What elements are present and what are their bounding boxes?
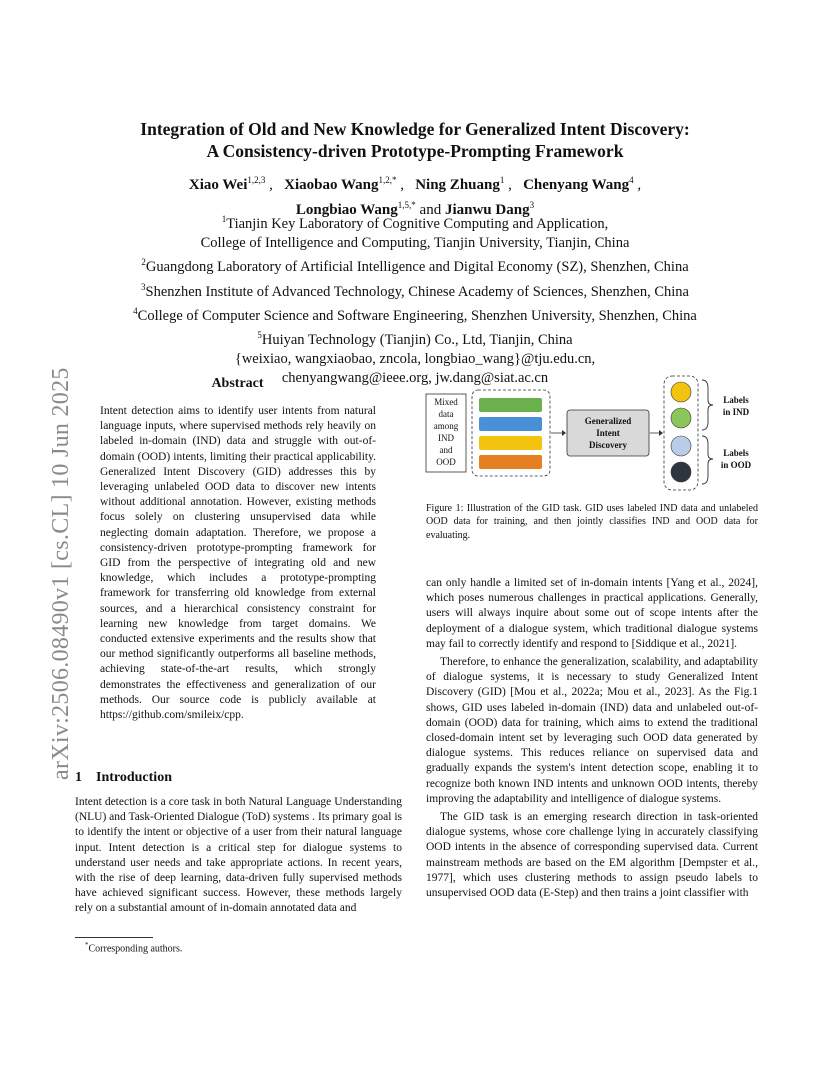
affil-text: College of Computer Science and Software Engineering, Shenzhen University, Shenzhen, China xyxy=(137,307,697,324)
gid-illustration-figure xyxy=(424,374,758,492)
affil-mark: 3 xyxy=(141,281,146,292)
data-bar-2 xyxy=(479,417,542,431)
author-name: Longbiao Wang xyxy=(295,202,398,218)
author-line-1: Xiao Wei$^{1,2,3}$ , Xiaobao Wang$^{1,2,*}$ , Ning Zhuang$^1$ , Chenyang Wang$^4$ , xyxy=(188,175,642,193)
author-affil-mark: 1,5,* xyxy=(397,200,416,210)
figure-caption: Figure 1: Illustration of the GID task. GID uses labeled IND data and unlabeled OOD data for training, and then jointly classifies IND and OOD data for evaluating. xyxy=(426,503,758,541)
input-label-line: OOD xyxy=(436,457,456,467)
body-paragraph: Therefore, to enhance the generalization, scalability, and adaptability of dialogue systems, it is necessary to study Generalized Intent Discovery (GID) [Mou et al., 2022a; Mou et al., 2023]. As the Fig.1 shows, GID uses labeled in-domain (IND) data and unlabeled out-of-domain (OOD) data for training, which aims to extend the traditional closed-domain intent set by leveraging such OOD data generated by dialogue systems. This reduces reliance on supervised data and gradually expands the system's intent detection scope, enabling it to recognize both known IND intents and unknown OOD intents, thereby improving the adaptability and intelligence of dialogue systems. xyxy=(426,656,758,805)
affiliation-line xyxy=(40,210,790,234)
gid-label-line: Generalized xyxy=(584,416,632,426)
affiliation-line: College of Intelligence and Computing, Tianjin University, Tianjin, China xyxy=(200,235,630,252)
footnote xyxy=(85,941,182,954)
email-line: chenyangwang@ieee.org, jw.dang@siat.ac.cn xyxy=(281,370,549,387)
affil-mark: 5 xyxy=(257,329,262,340)
input-label-line: Mixed xyxy=(434,397,458,407)
labels-ind-line: in IND xyxy=(722,407,750,417)
abstract-text: Intent detection aims to identify user intents from natural language inputs, where supervised methods rely heavily on labeled in-domain (IND) data and struggle with out-of-domain (OOD) intents, limiting their practical applicability. Generalized Intent Discovery (GID) addresses this by leveraging unlabeled OOD data to discover new intents without additional annotation. However, existing methods focus solely on clustering unsupervised data while neglecting domain adaptation. Therefore, we propose a consistency-driven prototype-prompting framework for GID from the perspective of integrating old and new knowledge, which includes a prototype-prompting framework for transferring old knowledge from external sources, and a hierarchical consistency constraint for learning new knowledge from target domains. We conducted extensive experiments and the results show that our method significantly outperforms all baseline methods, achieving state-of-the-art results, which strongly demonstrates the effectiveness and generalization of our methods. Our source code is publicly available at https://github.com/smileix/cpp. xyxy=(100,405,376,722)
body-paragraph: The GID task is an emerging research direction in task-oriented dialogue systems, whose core challenge lying in accurately classifying OOD intents in the absence of corresponding supervised data. Current mainstream methods are based on the EM algorithm [Dempster et al., 1977], which uses clustering methods to assign pseudo labels to unsupervised OOD data (E-Step) and then trains a joint classifier with xyxy=(426,811,758,900)
affil-text: Tianjin Key Laboratory of Cognitive Computing and Application, xyxy=(226,215,609,232)
gid-label-line: Intent xyxy=(596,428,620,438)
affil-mark: 1 xyxy=(221,214,227,224)
right-column-text xyxy=(426,576,758,901)
labels-ood-line: in OOD xyxy=(720,460,752,470)
author-name: Xiaobao Wang xyxy=(284,177,379,193)
paper-title xyxy=(60,118,770,162)
affiliation-line xyxy=(40,326,790,350)
footnote-text: Corresponding authors. xyxy=(88,943,183,955)
author-name: Ning Zhuang xyxy=(415,177,500,193)
data-bar-3 xyxy=(479,436,542,450)
intro-text: Intent detection is a core task in both Natural Language Understanding (NLU) and Task-Oriented Dialogue (ToD) systems . Its primary goal is to identify the intent or objective of a user from their natural language input. Intent detection is a critical step for dialogue systems to understand user needs and take appropriate actions. In recent years, with the rise of deep learning, data-driven fully supervised methods have achieved significant success. However, these methods largely rely on a substantial amount of in-domain annotated data and xyxy=(75,796,402,915)
data-bar-1 xyxy=(479,398,542,412)
arrow-head-icon xyxy=(659,430,663,436)
section-title: Introduction xyxy=(96,770,172,785)
affiliation-line xyxy=(40,302,790,326)
author-conjunction: and xyxy=(419,202,442,218)
input-label-line: among xyxy=(433,421,459,431)
data-bar-4 xyxy=(479,455,542,469)
abstract-heading: Abstract xyxy=(211,376,264,391)
arxiv-identifier-text: arXiv:2506.08490v1 [cs.CL] 10 Jun 2025 xyxy=(48,367,74,780)
author-affil-mark: 1 xyxy=(499,175,505,185)
gid-label-line: Discovery xyxy=(589,440,627,450)
labels-ind-line: Labels xyxy=(723,395,749,405)
affil-text: Huiyan Technology (Tianjin) Co., Ltd, Tianjin, China xyxy=(261,331,573,348)
title-line-2: A Consistency-driven Prototype-Prompting Framework xyxy=(206,141,624,161)
affil-text: Shenzhen Institute of Advanced Technology, Chinese Academy of Sciences, Shenzhen, China xyxy=(145,283,689,300)
input-label-line: IND xyxy=(438,433,454,443)
author-name: Jianwu Dang xyxy=(444,202,530,218)
footnote-rule xyxy=(75,937,153,938)
title-line-1: Integration of Old and New Knowledge for Generalized Intent Discovery: xyxy=(140,119,690,139)
author-name: Xiao Wei xyxy=(188,177,248,193)
arrow-head-icon xyxy=(562,430,566,436)
author-affil-mark: 4 xyxy=(629,175,634,185)
affiliation-line xyxy=(40,278,790,302)
brace-ood xyxy=(702,436,713,484)
input-label xyxy=(434,397,459,467)
intro-paragraph xyxy=(75,795,402,917)
brace-ind xyxy=(702,380,713,430)
class-circle-2 xyxy=(671,408,691,428)
input-label-line: and xyxy=(439,445,453,455)
output-labels xyxy=(721,395,752,470)
email-line: {weixiao, wangxiaobao, zncola, longbiao_wang}@tju.edu.cn, xyxy=(234,350,596,367)
affil-mark: 4 xyxy=(133,305,138,316)
input-label-line: data xyxy=(438,409,454,419)
affiliation-line xyxy=(40,253,790,277)
class-circle-1 xyxy=(671,382,691,402)
section-heading xyxy=(75,770,172,786)
footnote-mark: * xyxy=(85,941,89,949)
affil-mark: 2 xyxy=(141,257,146,268)
affiliation-block xyxy=(40,210,790,389)
section-number: 1 xyxy=(75,770,82,785)
labels-ood-line: Labels xyxy=(723,448,749,458)
author-affil-mark: 1,2,* xyxy=(378,175,397,185)
author-affil-mark: 3 xyxy=(529,200,535,210)
class-circle-4 xyxy=(671,462,691,482)
author-affil-mark: 1,2,3 xyxy=(247,175,266,185)
affil-text: Guangdong Laboratory of Artificial Intelligence and Digital Economy (SZ), Shenzhen, China xyxy=(145,259,689,276)
body-paragraph: can only handle a limited set of in-domain intents [Yang et al., 2024], which poses numerous challenges in practical applications. Generally, users will always inquire about some out of scope intents after the deployment of a dialogue system, which traditional dialogue systems may fail to correctly identify and respond to [Siddique et al., 2021]. xyxy=(426,577,758,650)
author-name: Chenyang Wang xyxy=(523,177,630,193)
class-circle-3 xyxy=(671,436,691,456)
